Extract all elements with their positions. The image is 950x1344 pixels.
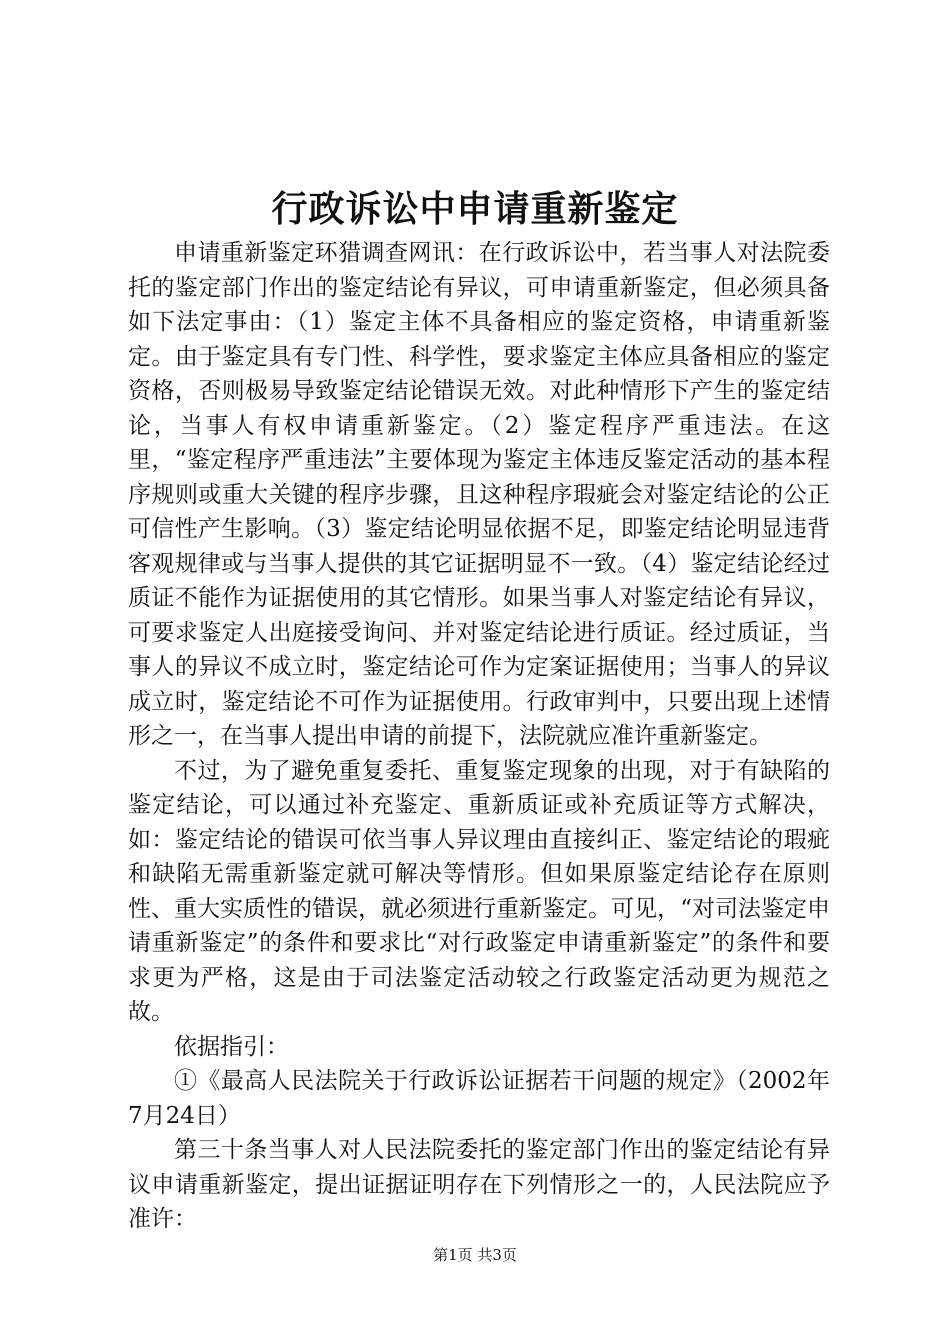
paragraph-remedies: 不过，为了避免重复委托、重复鉴定现象的出现，对于有缺陷的鉴定结论，可以通过补充鉴定、重新质证或补充质证等方式解决，如：鉴定结论的错误可依当事人异议理由直接纠正、鉴定结论的瑕疵和缺陷无需重新鉴定就可解决等情形。但如果原鉴定结论存在原则性、重大实质性的错误，就必须进行重新鉴定。可见，“对司法鉴定申请重新鉴定”的条件和要求比“对行政鉴定申请重新鉴定”的条件和要求更为严格，这是由于司法鉴定活动较之行政鉴定活动更为规范之故。 bbox=[128, 757, 830, 1025]
paragraph-article-30: 第三十条当事人对人民法院委托的鉴定部门作出的鉴定结论有异议申请重新鉴定，提出证据证明存在下列情形之一的，人民法院应予准许： bbox=[128, 1137, 830, 1232]
document-body bbox=[128, 236, 830, 1237]
paragraph-conditions: 申请重新鉴定环猎调查网讯：在行政诉讼中，若当事人对法院委托的鉴定部门作出的鉴定结论有异议，可申请重新鉴定，但必须具备如下法定事由：（1）鉴定主体不具备相应的鉴定资格，申请重新鉴定。由于鉴定具有专门性、科学性，要求鉴定主体应具备相应的鉴定资格，否则极易导致鉴定结论错误无效。对此种情形下产生的鉴定结论，当事人有权申请重新鉴定。（2）鉴定程序严重违法。在这里，“鉴定程序严重违法”主要体现为鉴定主体违反鉴定活动的基本程序规则或重大关键的程序步骤，且这种程序瑕疵会对鉴定结论的公正可信性产生影响。（3）鉴定结论明显依据不足，即鉴定结论明显违背客观规律或与当事人提供的其它证据明显不一致。（4）鉴定结论经过质证不能作为证据使用的其它情形。如果当事人对鉴定结论有异议，可要求鉴定人出庭接受询问、并对鉴定结论进行质证。经过质证，当事人的异议不成立时，鉴定结论可作为定案证据使用；当事人的异议成立时，鉴定结论不可作为证据使用。行政审判中，只要出现上述情形之一，在当事人提出申请的前提下，法院就应准许重新鉴定。 bbox=[128, 240, 830, 749]
paragraph-regulation-citation: ①《最高人民法院关于行政诉讼证据若干问题的规定》（2002年7月24日） bbox=[128, 1068, 830, 1129]
paragraph-basis-heading: 依据指引： bbox=[174, 1033, 289, 1060]
page-number-footer: 第1页 共3页 bbox=[433, 1246, 517, 1264]
document-title: 行政诉讼中申请重新鉴定 bbox=[271, 188, 679, 230]
